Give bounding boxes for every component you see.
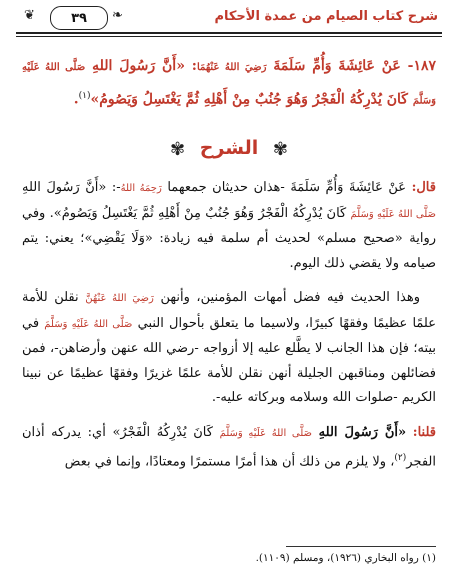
p1-text-3: كَانَ يُدْرِكُهُ الْفَجْرُ وَهُوَ جُنُبٌ مِنْ أَهْلِهِ ثُمَّ يَغْتَسِلُ وَيَصُومُ». وفي رواية «صحيح مسلم» لحديث أم سلمة فيه زيادة: «وَلَا يَقْضِي»؛ يعني: يتم صيامه ولا يقضي ذلك اليوم.: [22, 205, 436, 271]
running-header-title: شرح كتاب الصيام من عمدة الأحكام: [214, 9, 438, 24]
p2-text-1: وهذا الحديث فيه فضل أمهات المؤمنين، وأنهن: [160, 290, 421, 305]
section-title: الشرح: [199, 137, 259, 159]
hadith-text: [22, 52, 436, 116]
hadith-narrators: عَنْ عَائِشَةَ وَأُمِّ سَلَمَةَ: [273, 58, 401, 74]
label-qulna: قلنا:: [412, 424, 436, 440]
p2-honorific-2: صَلَّى اللهُ عَلَيْهِ وَسَلَّمَ: [44, 318, 133, 330]
flourish-left-icon: ✾: [170, 139, 186, 160]
p2-text-3: في بيته؛ فإن هذا الجانب لا يطَّلع عليه إلا أزواجه -رضي الله عنهن وأرضاهن-، فمن فضائلهن ومناقبهن الجليلة أنهن نقلن للأمة علمًا غزيرًا وفقهًا عظيمًا عن نبينا الكريم -صلوات الله وسلامه وبركاته عليه-.: [22, 315, 436, 405]
flourish-right-icon: ✾: [272, 139, 288, 160]
footnote-ref-1: (١): [78, 91, 91, 101]
label-qala: قال:: [411, 180, 436, 195]
hadith-end: .: [73, 91, 79, 108]
p3-text-1: «أَنَّ رَسُولَ اللهِ: [318, 424, 407, 440]
page-header: [16, 6, 442, 32]
p1-text-2: -: «أَنَّ رَسُولَ اللهِ: [22, 180, 121, 195]
p1-text-1: عَنْ عَائِشَةَ وَأُمِّ سَلَمَةَ -هذان حديثان جمعهما: [167, 180, 407, 195]
p2-text-2: نقلن للأمة علمًا عظيمًا وفقهًا كبيرًا، ولاسيما ما يتعلق بأحوال النبي: [22, 290, 436, 331]
p3-text-2: كَانَ يُدْرِكُهُ الْفَجْرُ» أي: يدركه أذان الفجر: [22, 424, 436, 470]
p1-honorific-1: رَحِمَهُ اللهُ: [120, 183, 162, 194]
hadith-lead: : «أَنَّ رَسُولَ اللهِ: [92, 58, 197, 74]
hadith-body: كَانَ يُدْرِكُهُ الْفَجْرُ وَهُوَ جُنُبٌ مِنْ أَهْلِهِ ثُمَّ يَغْتَسِلُ وَيَصُومُ»: [90, 91, 408, 108]
p1-honorific-2: صَلَّى اللهُ عَلَيْهِ وَسَلَّمَ: [350, 208, 436, 220]
page-number-frame: [50, 6, 108, 30]
section-heading: [0, 133, 458, 169]
paragraph-3: [22, 421, 436, 475]
footnote-rule: [286, 546, 436, 547]
header-rule-thin: [16, 36, 442, 37]
paragraph-1: [22, 176, 436, 276]
p3-honorific-1: صَلَّى اللهُ عَلَيْهِ وَسَلَّمَ: [219, 427, 313, 439]
paragraph-2: [22, 286, 436, 411]
p3-text-3: ، ولا يلزم من ذلك أن هذا أمرًا مستمرًا ومعتادًا، وإنما في بعض: [64, 454, 395, 470]
commentary-body: [22, 176, 436, 485]
p2-honorific-1: رَضِيَ اللهُ عَنْهُنَّ: [85, 293, 154, 304]
hadith-number: ١٨٧-: [407, 58, 437, 74]
footnote-1: (١) رواه البخاري (١٩٢٦)، ومسلم (١١٠٩).: [255, 552, 436, 564]
ornament-left-icon: ❦: [24, 8, 35, 23]
footnote-ref-2: (٢): [394, 453, 407, 463]
page-number: ٣٩: [71, 10, 87, 26]
ornament-right-icon: ❧: [112, 8, 123, 23]
prophet-honorific: صَلَّى اللهُ عَلَيْهِ وَسَلَّمَ: [22, 62, 436, 107]
header-rule: [16, 32, 442, 34]
narrators-honorific: رَضِيَ اللهُ عَنْهُمَا: [196, 62, 267, 73]
